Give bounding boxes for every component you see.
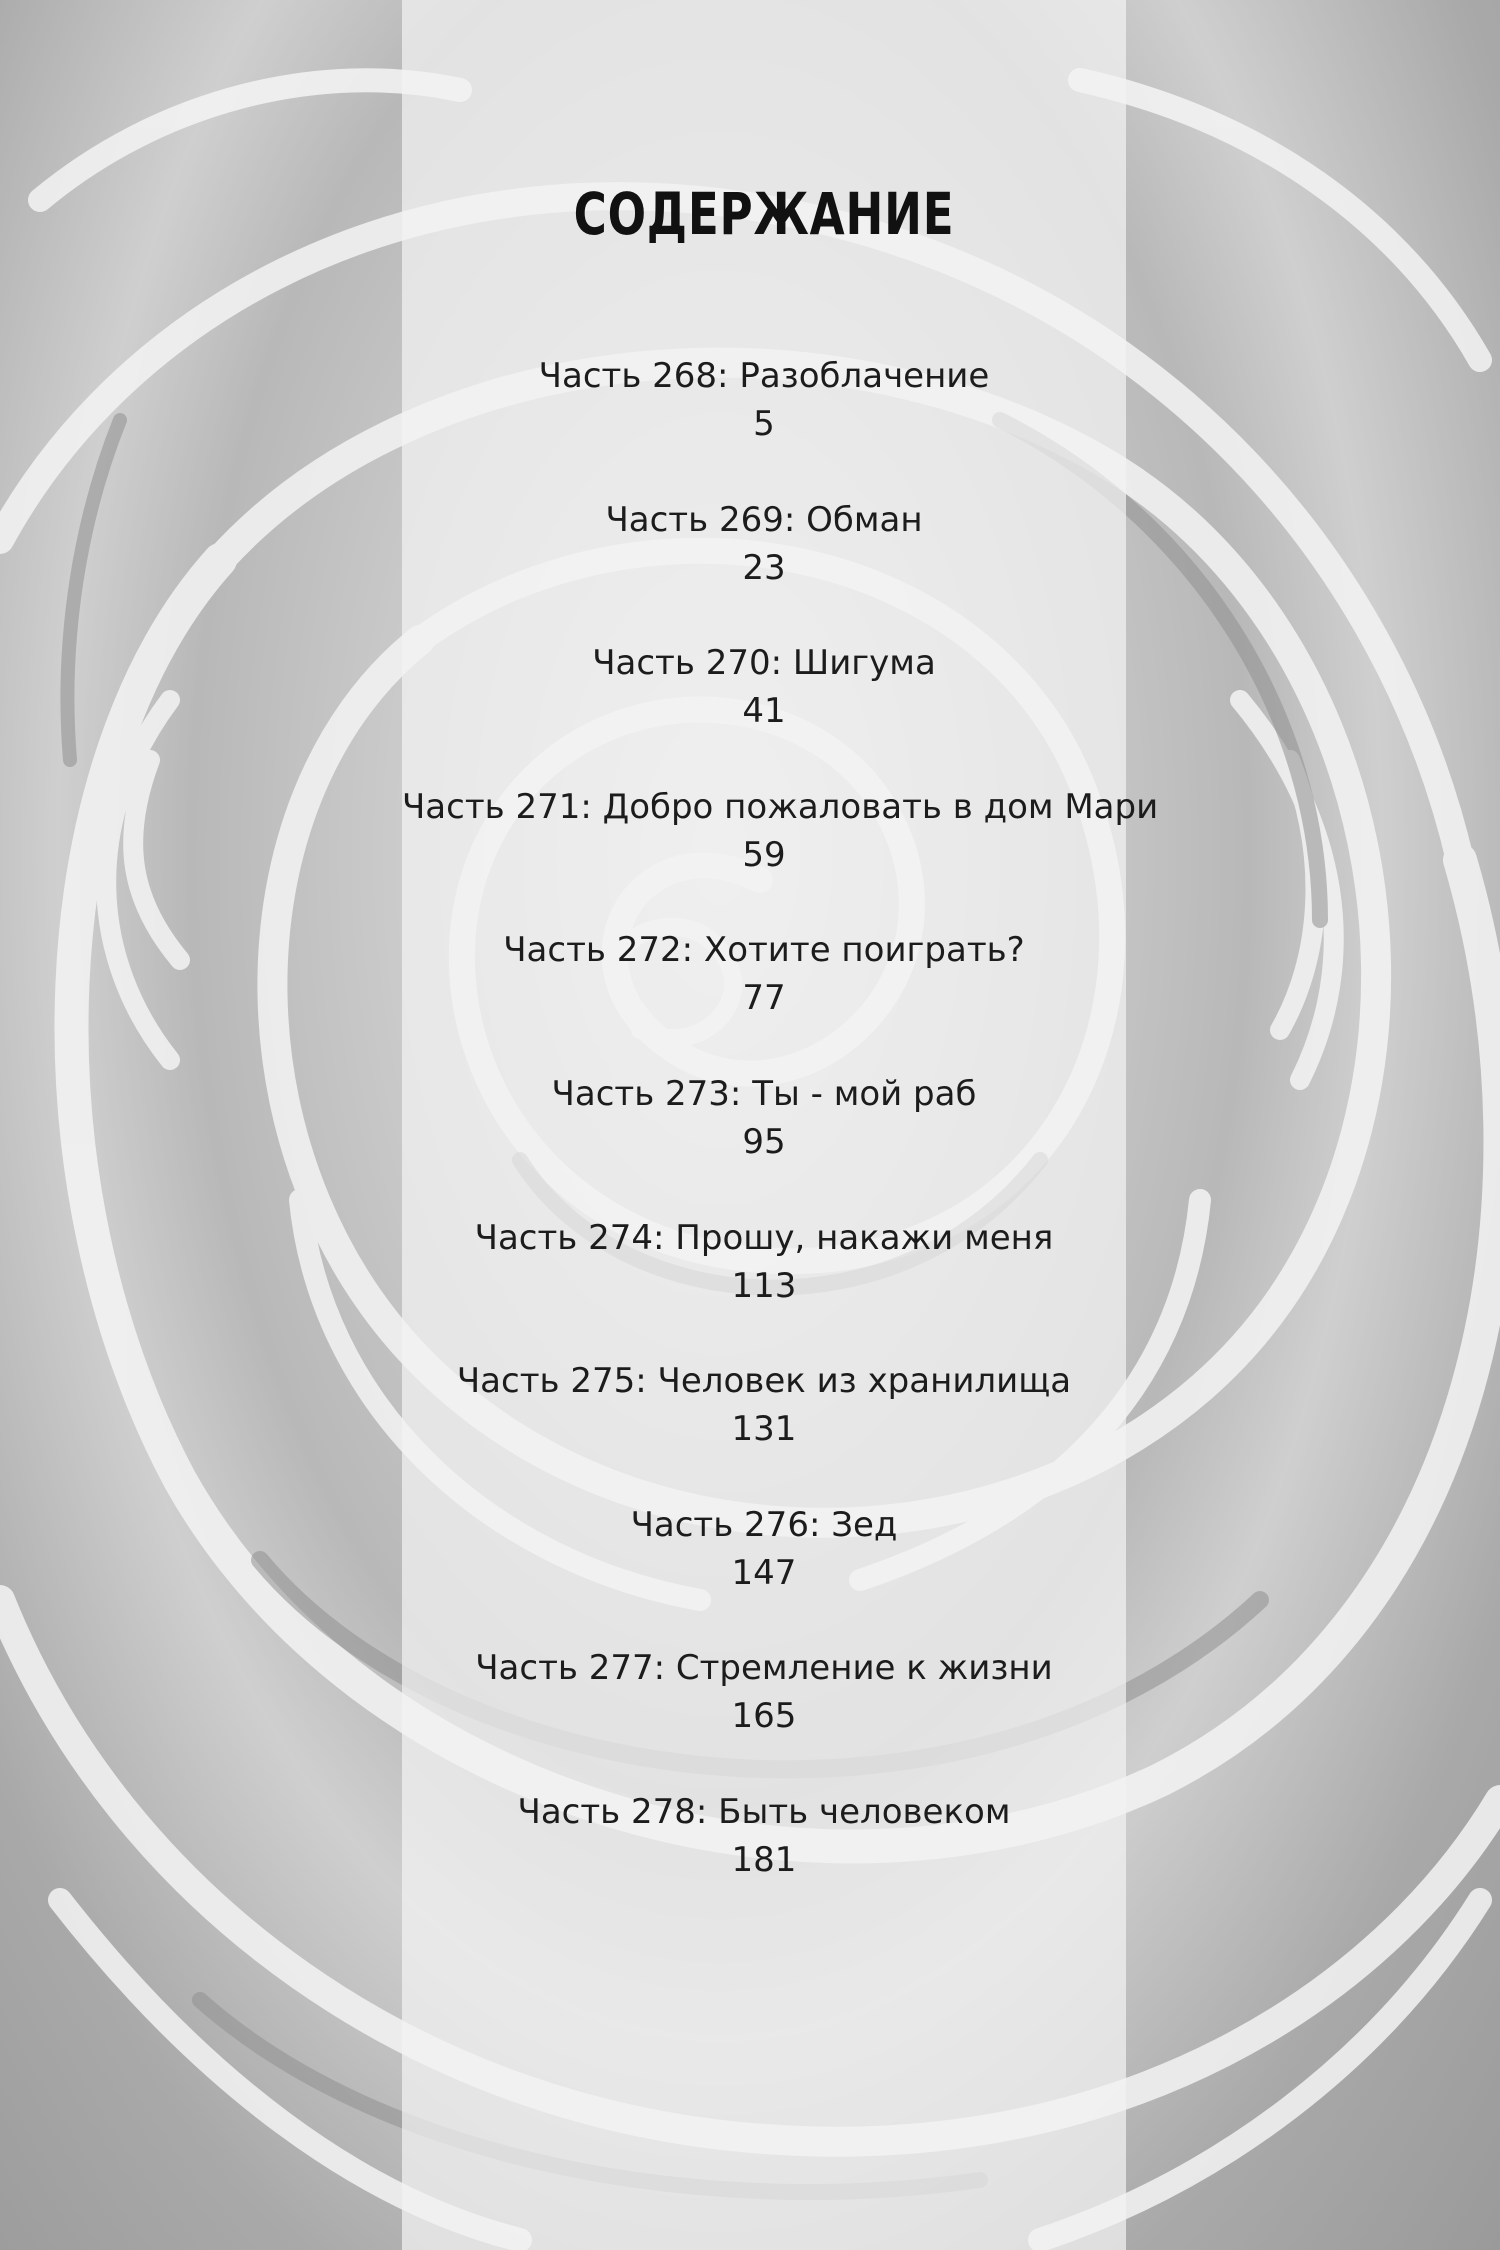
toc-entry-page-number: 165 xyxy=(731,1696,797,1737)
toc-entry xyxy=(402,926,1126,1070)
toc-entry-page-number: 41 xyxy=(742,691,786,732)
toc-entry-title: Часть 269: Обман xyxy=(605,499,923,540)
toc-entry-page-number: 131 xyxy=(731,1409,797,1450)
toc-entry xyxy=(402,1357,1126,1501)
toc-entry-page-number: 95 xyxy=(742,1121,786,1162)
toc-entry-title: Часть 274: Прошу, накажи меня xyxy=(474,1217,1054,1258)
toc-entry-page-number: 77 xyxy=(742,978,786,1019)
toc-entry-page-number: 113 xyxy=(731,1265,797,1306)
toc-entry-title: Часть 273: Ты - мой раб xyxy=(551,1073,977,1114)
toc-entry xyxy=(402,1788,1126,1932)
toc-entry-title: Часть 276: Зед xyxy=(630,1504,898,1545)
toc-entry-page-number: 181 xyxy=(731,1839,797,1880)
toc-entry xyxy=(402,1214,1126,1358)
toc-entry xyxy=(402,352,1126,496)
toc-list xyxy=(402,352,1159,1932)
toc-entry xyxy=(402,639,1126,783)
toc-entry xyxy=(402,783,1159,927)
toc-entry-page-number: 147 xyxy=(731,1552,797,1593)
toc-entry xyxy=(402,1644,1126,1788)
toc-entry-title: Часть 272: Хотите поиграть? xyxy=(503,930,1025,971)
toc-entry-title: Часть 275: Человек из хранилища xyxy=(456,1361,1072,1402)
toc-entry-title: Часть 270: Шигума xyxy=(592,643,936,684)
table-of-contents xyxy=(402,0,1159,2250)
toc-entry xyxy=(402,1070,1126,1214)
toc-entry-page-number: 59 xyxy=(742,834,786,875)
toc-entry xyxy=(402,496,1126,640)
toc-entry-title: Часть 268: Разоблачение xyxy=(538,356,990,396)
toc-entry xyxy=(402,1501,1126,1645)
toc-entry-title: Часть 277: Стремление к жизни xyxy=(475,1648,1053,1689)
toc-entry-title: Часть 278: Быть человеком xyxy=(517,1791,1011,1832)
page-title: СОДЕРЖАНИЕ xyxy=(573,180,955,248)
toc-entry-page-number: 5 xyxy=(753,404,775,444)
toc-entry-title: Часть 271: Добро пожаловать в дом Мари xyxy=(402,786,1159,827)
toc-entry-page-number: 23 xyxy=(742,547,786,588)
